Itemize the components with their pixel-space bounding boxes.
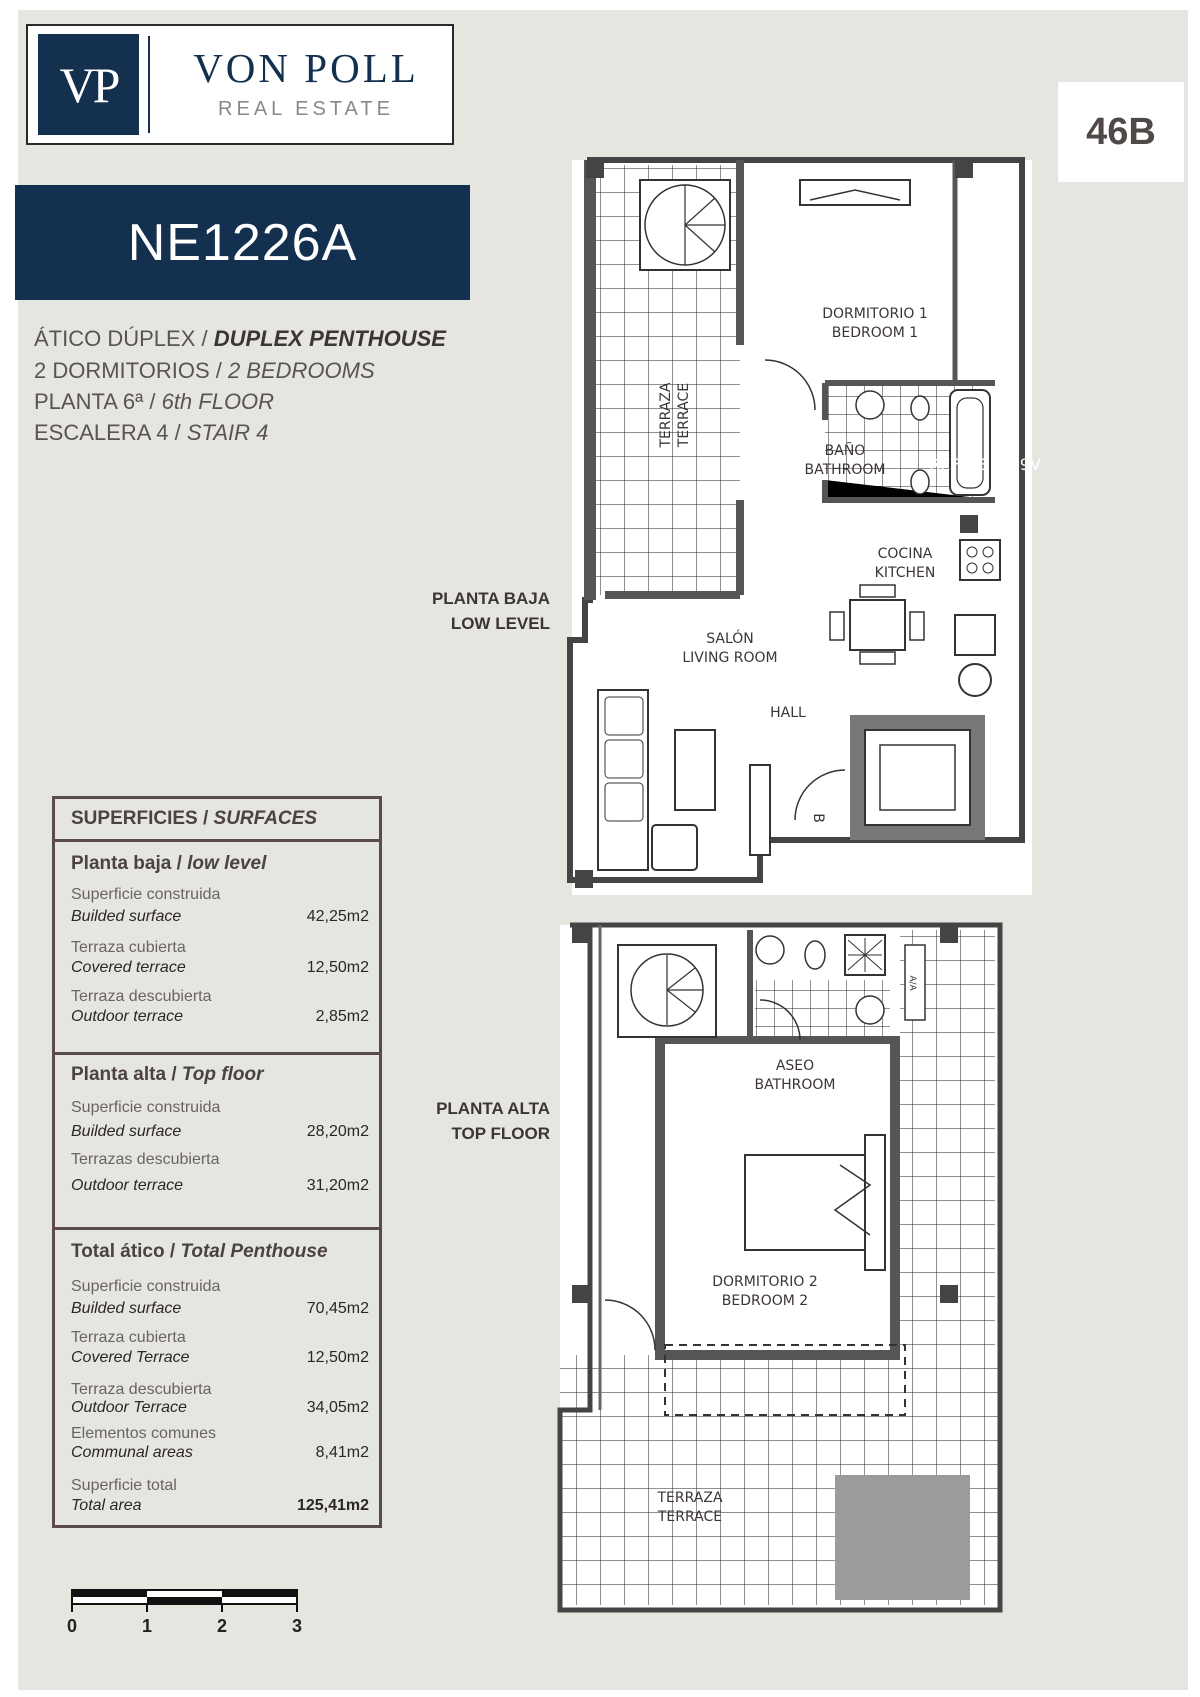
row-value: 31,20m2: [306, 1177, 369, 1194]
unit-code: 46B: [1058, 82, 1184, 182]
row-label-es: Terraza descubierta: [71, 1381, 212, 1398]
row-value: 12,50m2: [306, 1349, 369, 1366]
info-type: ÁTICO DÚPLEX / DUPLEX PENTHOUSE: [34, 326, 446, 351]
row-label-en: Covered terrace: [71, 959, 186, 976]
logo-mark: VP: [38, 34, 139, 135]
row-label-es: Terraza descubierta: [71, 988, 212, 1005]
terrace-label-en: TERRACE: [676, 382, 692, 448]
aa-label: A/A: [907, 975, 917, 991]
bedroom2-label-es: DORMITORIO 2: [712, 1274, 818, 1290]
total-area-value: 125,41m2: [296, 1497, 369, 1514]
top-floor-plan: [560, 925, 1000, 1610]
row-label-es: Superficie construida: [71, 1278, 221, 1295]
info-floor: PLANTA 6ª / 6th FLOOR: [34, 389, 275, 414]
row-label-es: Superficie construida: [71, 1099, 221, 1116]
row-label-en: Outdoor terrace: [71, 1177, 184, 1194]
row-value: 42,25m2: [306, 908, 369, 925]
watermark: REF. NE1359V: [929, 455, 1041, 474]
bedroom1-label-en: BEDROOM 1: [831, 325, 919, 341]
top-level-label: PLANTA ALTA TOP FLOOR: [436, 1099, 550, 1143]
row-value: 8,41m2: [315, 1444, 369, 1461]
row-label-en: Builded surface: [71, 908, 182, 925]
living-label-en: LIVING ROOM: [682, 650, 778, 666]
logo-subtitle: REAL ESTATE: [218, 98, 394, 120]
low-level-heading: Planta baja / low level: [71, 853, 267, 874]
aseo-label-en: BATHROOM: [754, 1077, 836, 1093]
living-label-es: SALÓN: [706, 631, 754, 647]
row-label-en: Builded surface: [71, 1300, 182, 1317]
scale-label-0: 0: [66, 1616, 78, 1636]
reference-banner: NE1226A: [15, 185, 470, 300]
aseo-label-es: ASEO: [775, 1058, 815, 1074]
row-label-es: Superficie construida: [71, 886, 221, 903]
info-bedrooms: 2 DORMITORIOS / 2 BEDROOMS: [34, 358, 375, 383]
surfaces-title: SUPERFICIES / SURFACES: [71, 808, 317, 829]
row-label-en: Builded surface: [71, 1123, 182, 1140]
bath-label-es: BAÑO: [824, 443, 866, 459]
row-label-es: Terraza cubierta: [71, 1329, 186, 1346]
terrace-label-es: TERRAZA: [658, 382, 674, 448]
terrace2-label-en: TERRACE: [657, 1509, 723, 1525]
low-level-plan: [570, 160, 1032, 895]
row-label-en: Covered Terrace: [71, 1349, 190, 1366]
bedroom2-label-en: BEDROOM 2: [721, 1293, 809, 1309]
scale-label-1: 1: [141, 1616, 153, 1636]
low-level-label: PLANTA BAJA LOW LEVEL: [431, 589, 550, 633]
scale-label-2: 2: [216, 1616, 228, 1636]
row-label-es: Elementos comunes: [71, 1425, 216, 1442]
row-label-en: Outdoor Terrace: [71, 1399, 187, 1416]
logo-name: VON POLL: [193, 45, 419, 91]
row-label-es: Terrazas descubierta: [71, 1151, 220, 1168]
scale-label-3: 3: [291, 1616, 303, 1636]
skylight: [835, 1475, 970, 1600]
row-label-es: Superficie total: [71, 1477, 177, 1494]
row-label-en: Communal areas: [71, 1444, 193, 1461]
stair-b-marker: B: [810, 813, 826, 823]
row-value: 34,05m2: [306, 1399, 369, 1416]
row-value: 70,45m2: [306, 1300, 369, 1317]
bath-label-en: BATHROOM: [804, 462, 886, 478]
row-value: 2,85m2: [315, 1008, 369, 1025]
top-floor-heading: Planta alta / Top floor: [71, 1064, 264, 1085]
info-stair: ESCALERA 4 / STAIR 4: [34, 420, 269, 445]
row-label-es: Terraza cubierta: [71, 939, 186, 956]
row-label-en: Outdoor terrace: [71, 1008, 184, 1025]
total-heading: Total ático / Total Penthouse: [71, 1241, 328, 1262]
kitchen-label-en: KITCHEN: [874, 565, 936, 581]
row-label-en: Total area: [71, 1497, 142, 1514]
bedroom1-label-es: DORMITORIO 1: [822, 306, 928, 322]
row-value: 12,50m2: [306, 959, 369, 976]
terrace2-label-es: TERRAZA: [657, 1490, 723, 1506]
hall-label: HALL: [770, 705, 806, 721]
kitchen-label-es: COCINA: [877, 546, 933, 562]
row-value: 28,20m2: [306, 1123, 369, 1140]
